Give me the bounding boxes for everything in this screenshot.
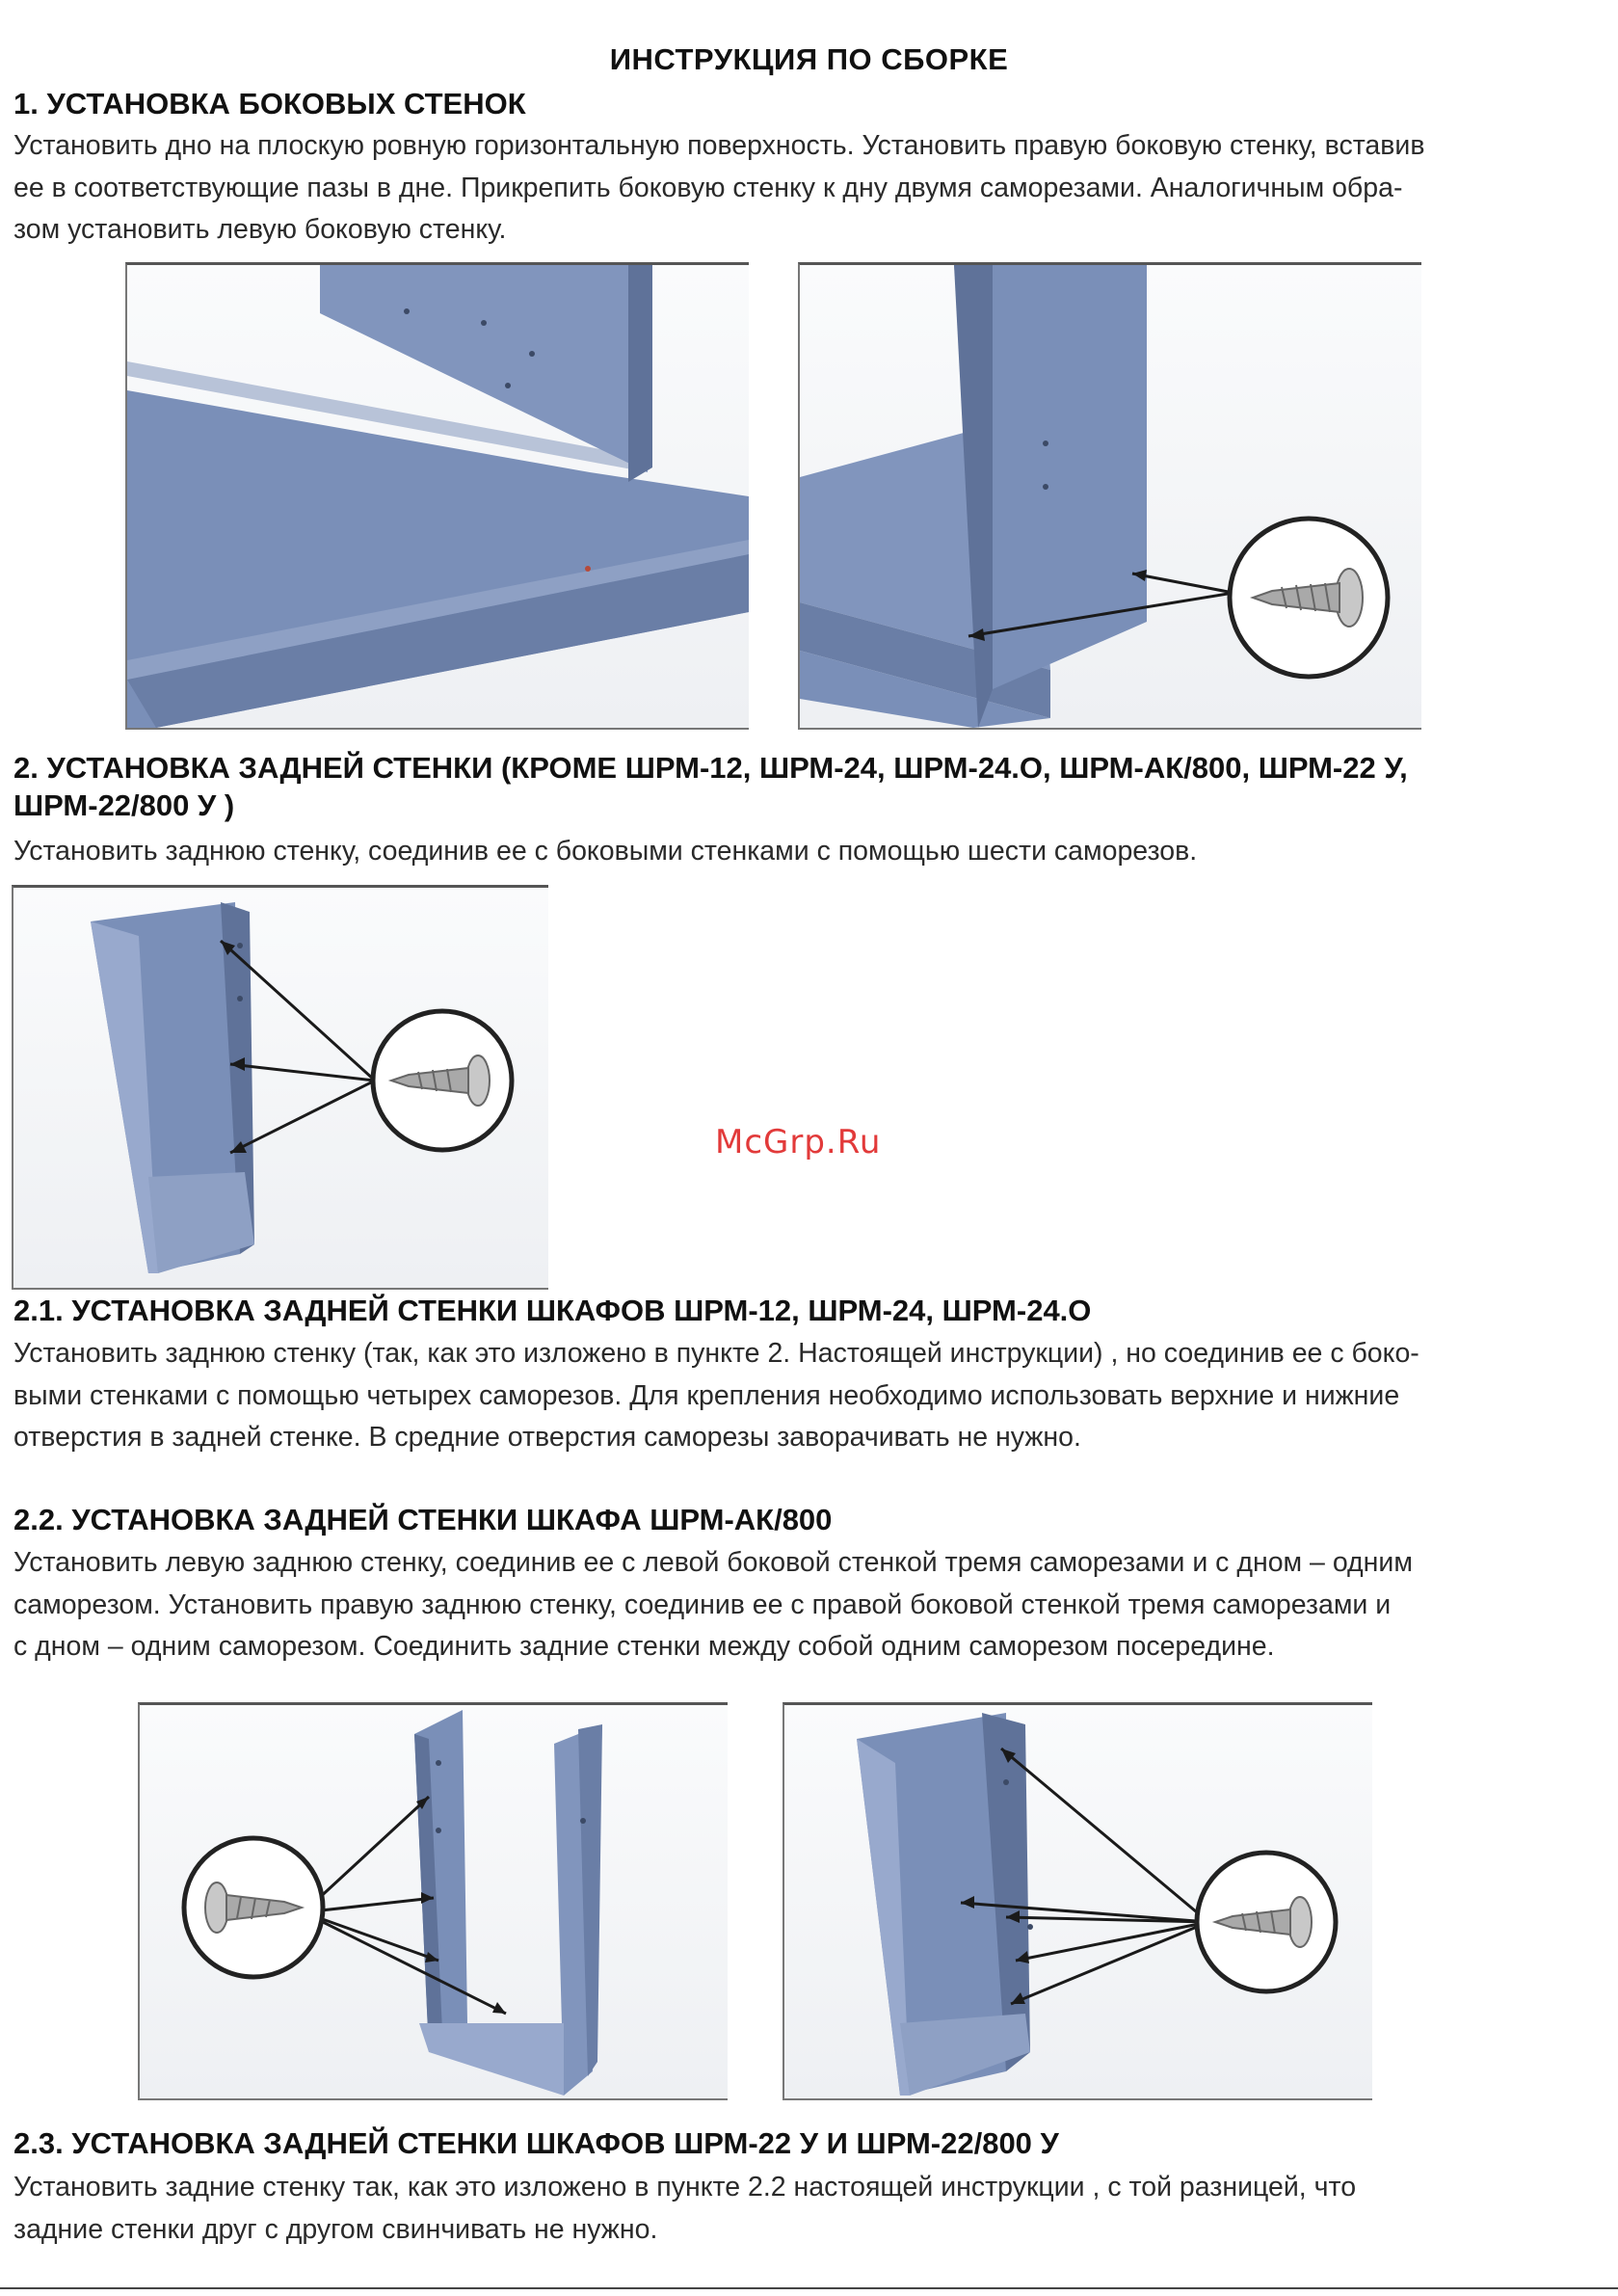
section-2-1-heading: 2.1. УСТАНОВКА ЗАДНЕЙ СТЕНКИ ШКАФОВ ШРМ-12, ШРМ-24, ШРМ-24.О <box>13 1294 1092 1327</box>
text-line: Установить дно на плоскую ровную горизонтальную поверхность. Установить правую боковую стенку, вставив <box>13 130 1425 161</box>
text-line: Установить задние стенку так, как это изложено в пункте 2.2 настоящей инструкции , с той разницей, что <box>13 2172 1357 2203</box>
section-2-3-heading: 2.3. УСТАНОВКА ЗАДНЕЙ СТЕНКИ ШКАФОВ ШРМ-22 У И ШРМ-22/800 У <box>13 2126 1059 2160</box>
section-2-heading <box>13 749 1408 824</box>
figure-side-wall-mount <box>125 262 749 730</box>
heading-line: 2. УСТАНОВКА ЗАДНЕЙ СТЕНКИ (КРОМЕ ШРМ-12, ШРМ-24, ШРМ-24.О, ШРМ-АК/800, ШРМ-22 У, <box>13 751 1408 785</box>
document-title: ИНСТРУКЦИЯ ПО СБОРКЕ <box>609 42 1009 76</box>
screw-icon <box>184 1838 323 1977</box>
screw-icon <box>1230 519 1388 677</box>
text-line: выми стенками с помощью четырех саморезов. Для крепления необходимо использовать верхние и нижние <box>13 1379 1400 1411</box>
section-2-text <box>13 831 1541 873</box>
text-line: ее в соответствующие пазы в дне. Прикрепить боковую стенку к дну двумя саморезами. Аналогичным обра- <box>13 172 1403 203</box>
figure-split-back-wall-right <box>782 1702 1372 2100</box>
text-line: с дном – одним саморезом. Соединить задние стенки между собой одним саморезом посередине. <box>13 1631 1275 1662</box>
figure-split-back-wall-left <box>138 1702 728 2100</box>
section-2-2-text <box>13 1542 1541 1669</box>
page-bottom-rule <box>0 2287 1618 2289</box>
section-2-1-text <box>13 1333 1541 1459</box>
heading-line: ШРМ-22/800 У ) <box>13 788 235 822</box>
figure-back-wall-six-screws <box>12 885 548 1290</box>
text-line: отверстия в задней стенке. В средние отверстия саморезы заворачивать не нужно. <box>13 1422 1081 1453</box>
section-1-heading: 1. УСТАНОВКА БОКОВЫХ СТЕНОК <box>13 87 526 120</box>
text-line: Установить левую заднюю стенку, соединив ее с левой боковой стенкой тремя саморезами и с дном – одним <box>13 1547 1413 1578</box>
text-line: Установить заднюю стенку, соединив ее с боковыми стенками с помощью шести саморезов. <box>13 836 1198 867</box>
section-2-2-heading: 2.2. УСТАНОВКА ЗАДНЕЙ СТЕНКИ ШКАФА ШРМ-АК/800 <box>13 1503 833 1536</box>
text-line: Установить заднюю стенку (так, как это изложено в пункте 2. Настоящей инструкции) , но соединив ее с боко- <box>13 1338 1419 1369</box>
text-line: саморезом. Установить правую заднюю стенку, соединив ее с правой боковой стенкой тремя саморезами и <box>13 1589 1392 1620</box>
section-2-3-text <box>13 2167 1541 2251</box>
text-line: зом установить левую боковую стенку. <box>13 214 507 245</box>
screw-icon <box>1197 1853 1336 1991</box>
section-1-text <box>13 125 1541 252</box>
figure-side-wall-screws <box>798 262 1421 730</box>
text-line: задние стенки друг с другом свинчивать не нужно. <box>13 2213 658 2245</box>
screw-icon <box>373 1011 512 1150</box>
watermark: McGrp.Ru <box>715 1123 882 1161</box>
